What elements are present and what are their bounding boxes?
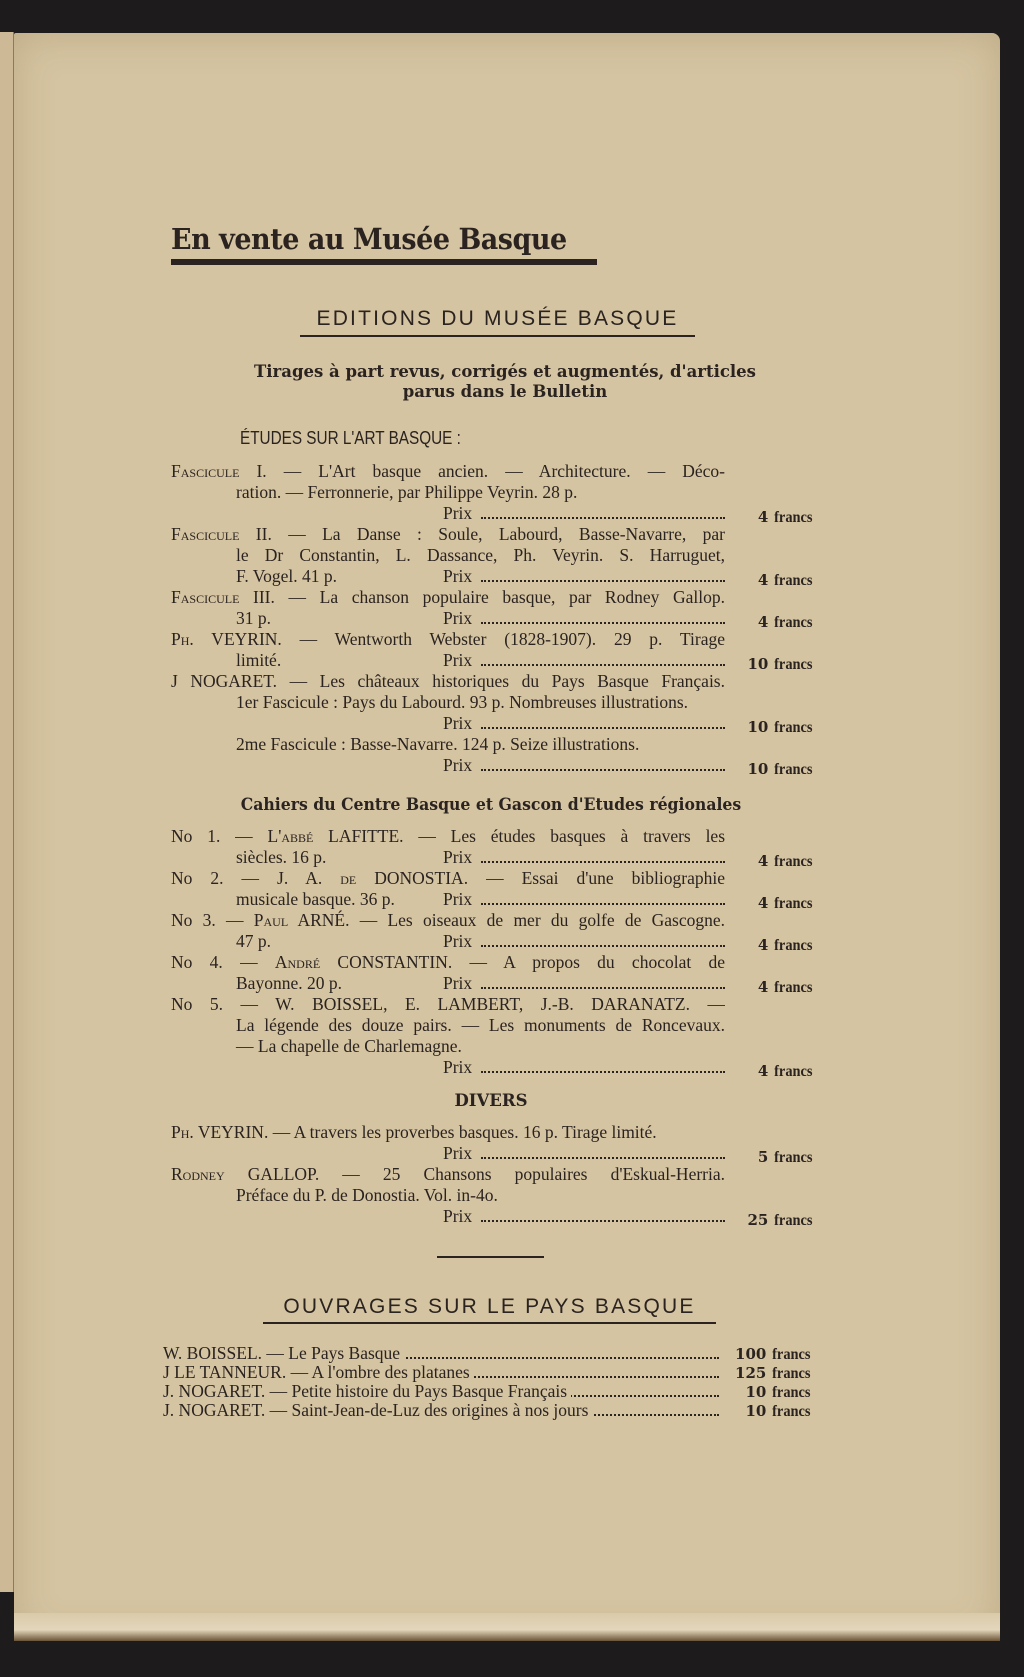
entry-text: musicale basque. 36 p. bbox=[236, 889, 395, 909]
catalog-entry bbox=[171, 826, 831, 868]
prix-label: Prix bbox=[443, 713, 473, 733]
price-line bbox=[171, 566, 815, 587]
author-prefix: L'abbé bbox=[267, 826, 314, 846]
price-amount: 5 bbox=[757, 1148, 769, 1166]
price bbox=[735, 1364, 813, 1383]
entry-text: Bayonne. 20 p. bbox=[236, 973, 342, 993]
entry-text: No 3. — bbox=[171, 910, 254, 930]
price-amount: 4 bbox=[757, 1062, 769, 1080]
author-prefix: Ph. bbox=[171, 1122, 194, 1142]
price-amount: 4 bbox=[757, 894, 769, 912]
price-amount: 4 bbox=[757, 852, 769, 870]
catalog-entry bbox=[171, 994, 831, 1078]
price-unit: francs bbox=[774, 853, 813, 870]
price-unit: francs bbox=[774, 1149, 813, 1166]
price bbox=[758, 1061, 815, 1082]
dot-leader bbox=[481, 721, 725, 729]
ouvrages-list bbox=[163, 1344, 813, 1420]
price-unit: francs bbox=[774, 572, 813, 589]
author-prefix: Fascicule bbox=[171, 461, 240, 481]
dot-leader bbox=[481, 897, 725, 905]
price-unit: francs bbox=[774, 656, 813, 673]
price-amount: 4 bbox=[757, 508, 769, 526]
catalog-entry bbox=[171, 1164, 831, 1227]
entry-text: No 4. — bbox=[171, 952, 275, 972]
price-unit: francs bbox=[774, 895, 813, 912]
price-amount: 10 bbox=[747, 760, 769, 778]
prix-label: Prix bbox=[443, 755, 473, 775]
price-unit: francs bbox=[774, 1063, 813, 1080]
book-title: J LE TANNEUR. — A l'ombre des platanes bbox=[163, 1363, 474, 1382]
entry-text: II. — La Danse : Soule, Labourd, Basse-Navarre, par bbox=[239, 524, 725, 544]
entry-continuation-line: le Dr Constantin, L. Dassance, Ph. Veyrin. S. Harruguet, bbox=[236, 545, 725, 565]
author-prefix: de bbox=[340, 868, 357, 888]
entry-first-line bbox=[171, 587, 725, 608]
price-amount: 10 bbox=[747, 718, 769, 736]
prix-label: Prix bbox=[443, 847, 473, 867]
price bbox=[747, 1210, 815, 1231]
price-line bbox=[171, 931, 815, 952]
price-amount: 4 bbox=[757, 571, 769, 589]
entry-text: VEYRIN. — Wentworth Webster (1828-1907). 29 p. Tirage bbox=[193, 629, 725, 649]
price-amount: 10 bbox=[745, 1383, 767, 1401]
price-line bbox=[171, 608, 815, 629]
catalog-entry bbox=[171, 868, 831, 910]
price bbox=[758, 893, 815, 914]
book-row bbox=[163, 1344, 813, 1363]
book-title: J. NOGARET. — Petite histoire du Pays Basque Français bbox=[163, 1382, 571, 1401]
entry-text: F. Vogel. 41 p. bbox=[236, 566, 338, 586]
dot-leader bbox=[481, 1065, 725, 1073]
tirages-subheading bbox=[200, 362, 810, 402]
price-line bbox=[171, 973, 815, 994]
price bbox=[758, 507, 815, 528]
prix-label: Prix bbox=[443, 889, 473, 909]
ouvrages-underline bbox=[263, 1322, 716, 1324]
previous-page-edge bbox=[0, 32, 14, 1592]
entry-text: III. — La chanson populaire basque, par Rodney Gallop. bbox=[239, 587, 725, 607]
price bbox=[758, 612, 815, 633]
author-prefix: Fascicule bbox=[171, 587, 240, 607]
entry-continuation-line: — La chapelle de Charlemagne. bbox=[236, 1036, 462, 1056]
title-underline bbox=[171, 259, 597, 265]
entry-first-line bbox=[171, 994, 725, 1015]
editions-heading: EDITIONS DU MUSÉE BASQUE bbox=[316, 307, 679, 330]
studies-list bbox=[171, 461, 831, 776]
book-row bbox=[163, 1382, 813, 1401]
price-line bbox=[171, 650, 815, 671]
price-line bbox=[171, 503, 815, 524]
cahiers-list bbox=[171, 826, 831, 1078]
entry-text: I. — L'Art basque ancien. — Architecture. — Déco- bbox=[239, 461, 725, 481]
entry-text: DONOSTIA. — Essai d'une bibliographie bbox=[356, 868, 725, 888]
entry-continuation-line: La légende des douze pairs. — Les monuments de Roncevaux. bbox=[236, 1015, 725, 1035]
book-title: J. NOGARET. — Saint-Jean-de-Luz des origines à nos jours bbox=[163, 1401, 592, 1420]
prix-label: Prix bbox=[443, 503, 473, 523]
price-line bbox=[171, 1206, 815, 1227]
entry-text: CONSTANTIN. — A propos du chocolat de bbox=[320, 952, 725, 972]
price bbox=[747, 759, 815, 780]
book-title: W. BOISSEL. — Le Pays Basque bbox=[163, 1344, 404, 1363]
entry-first-line bbox=[171, 461, 725, 482]
prix-label: Prix bbox=[443, 1206, 473, 1226]
author-prefix: André bbox=[274, 952, 321, 972]
catalog-entry bbox=[171, 587, 831, 629]
catalog-entry bbox=[171, 461, 831, 524]
entry-text: LAFITTE. — Les études basques à travers les bbox=[313, 826, 725, 846]
dot-leader bbox=[481, 1151, 725, 1159]
dot-leader bbox=[481, 1214, 725, 1222]
dot-leader bbox=[481, 658, 725, 666]
prix-label: Prix bbox=[443, 650, 473, 670]
price bbox=[758, 1147, 815, 1168]
dot-leader bbox=[481, 616, 725, 624]
ouvrages-heading: OUVRAGES SUR LE PAYS BASQUE bbox=[283, 1295, 696, 1318]
author-prefix: Paul bbox=[253, 910, 289, 930]
price-amount: 25 bbox=[747, 1211, 769, 1229]
price-unit: francs bbox=[772, 1403, 811, 1420]
price-line bbox=[171, 755, 815, 776]
price-amount: 4 bbox=[757, 978, 769, 996]
entry-text: 31 p. bbox=[236, 608, 271, 628]
entry-first-line bbox=[171, 629, 725, 650]
dot-leader bbox=[481, 855, 725, 863]
author-prefix: Fascicule bbox=[171, 524, 240, 544]
price-unit: francs bbox=[774, 937, 813, 954]
entry-first-line bbox=[171, 952, 725, 973]
price-unit: francs bbox=[772, 1365, 811, 1382]
tirages-line: parus dans le Bulletin bbox=[402, 382, 608, 401]
price-amount: 4 bbox=[757, 613, 769, 631]
price-unit: francs bbox=[774, 979, 813, 996]
price-amount: 100 bbox=[735, 1345, 767, 1363]
catalog-entry bbox=[171, 952, 831, 994]
entry-text: 47 p. bbox=[236, 931, 271, 951]
catalog-entry bbox=[171, 910, 831, 952]
entry-first-line bbox=[171, 1164, 725, 1185]
entry-text: No 5. — W. BOISSEL, E. LAMBERT, J.-B. DARANATZ. — bbox=[171, 994, 725, 1014]
entry-first-line bbox=[171, 671, 725, 692]
entry-text: No 2. — J. A. bbox=[171, 868, 341, 888]
price-line bbox=[171, 889, 815, 910]
price bbox=[758, 570, 815, 591]
book-row bbox=[163, 1401, 813, 1420]
entry-first-line bbox=[171, 1122, 725, 1143]
catalog-entry bbox=[171, 1122, 831, 1164]
catalog-entry bbox=[171, 629, 831, 671]
price bbox=[735, 1345, 813, 1364]
entry-text: limité. bbox=[236, 650, 282, 670]
entry-text: ARNÉ. — Les oiseaux de mer du golfe de Gascogne. bbox=[288, 910, 725, 930]
dot-leader bbox=[481, 511, 725, 519]
price bbox=[758, 851, 815, 872]
price-line bbox=[171, 1057, 815, 1078]
price-unit: francs bbox=[774, 761, 813, 778]
prix-label: Prix bbox=[443, 566, 473, 586]
dot-leader bbox=[481, 763, 725, 771]
price bbox=[758, 977, 815, 998]
price-amount: 10 bbox=[745, 1402, 767, 1420]
etudes-heading: ÉTUDES SUR L'ART BASQUE : bbox=[240, 428, 461, 448]
entry-first-line bbox=[171, 826, 725, 847]
torn-bottom-edge bbox=[14, 1613, 1000, 1641]
prix-label: Prix bbox=[443, 931, 473, 951]
entry-continuation-line: Préface du P. de Donostia. Vol. in-4o. bbox=[236, 1185, 498, 1205]
dot-leader bbox=[481, 939, 725, 947]
entry-text: siècles. 16 p. bbox=[236, 847, 327, 867]
price-unit: francs bbox=[774, 719, 813, 736]
prix-label: Prix bbox=[443, 608, 473, 628]
price bbox=[747, 717, 815, 738]
price-unit: francs bbox=[774, 614, 813, 631]
page-title: En vente au Musée Basque bbox=[171, 222, 567, 256]
price-amount: 10 bbox=[747, 655, 769, 673]
price bbox=[747, 654, 815, 675]
entry-text: GALLOP. — 25 Chansons populaires d'Eskual-Herria. bbox=[224, 1164, 725, 1184]
price bbox=[758, 935, 815, 956]
price-unit: francs bbox=[774, 509, 813, 526]
cahiers-heading: Cahiers du Centre Basque et Gascon d'Etudes régionales bbox=[240, 795, 742, 814]
entry-first-line bbox=[171, 910, 725, 931]
prix-label: Prix bbox=[443, 973, 473, 993]
catalog-entry bbox=[171, 524, 831, 587]
catalog-entry bbox=[171, 734, 831, 776]
entry-continuation-line: ration. — Ferronnerie, par Philippe Veyrin. 28 p. bbox=[236, 482, 578, 502]
prix-label: Prix bbox=[443, 1057, 473, 1077]
entry-first-line bbox=[171, 868, 725, 889]
author-prefix: Rodney bbox=[171, 1164, 225, 1184]
dot-leader bbox=[481, 981, 725, 989]
price bbox=[745, 1402, 813, 1421]
entry-text: No 1. — bbox=[171, 826, 268, 846]
tirages-line: Tirages à part revus, corrigés et augmentés, d'articles bbox=[254, 362, 756, 381]
dot-leader bbox=[481, 574, 725, 582]
entry-continuation-line: 2me Fascicule : Basse-Navarre. 124 p. Seize illustrations. bbox=[236, 734, 640, 754]
price-unit: francs bbox=[772, 1384, 811, 1401]
book-row bbox=[163, 1363, 813, 1382]
price-line bbox=[171, 713, 815, 734]
entry-text: VEYRIN. — A travers les proverbes basques. 16 p. Tirage limité. bbox=[193, 1122, 657, 1142]
divers-list bbox=[171, 1122, 831, 1227]
price-line bbox=[171, 1143, 815, 1164]
catalog-entry bbox=[171, 671, 831, 734]
editions-underline bbox=[300, 335, 695, 337]
entry-continuation-line: 1er Fascicule : Pays du Labourd. 93 p. Nombreuses illustrations. bbox=[236, 692, 689, 712]
price-unit: francs bbox=[772, 1346, 811, 1363]
price-line bbox=[171, 847, 815, 868]
section-divider bbox=[437, 1256, 544, 1258]
price-unit: francs bbox=[774, 1212, 813, 1229]
entry-first-line bbox=[171, 524, 725, 545]
entry-text: J NOGARET. — Les châteaux historiques du Pays Basque Français. bbox=[171, 671, 725, 691]
prix-label: Prix bbox=[443, 1143, 473, 1163]
price-amount: 4 bbox=[757, 936, 769, 954]
divers-heading: DIVERS bbox=[454, 1091, 528, 1110]
price-amount: 125 bbox=[735, 1364, 767, 1382]
author-prefix: Ph. bbox=[171, 629, 194, 649]
price bbox=[745, 1383, 813, 1402]
